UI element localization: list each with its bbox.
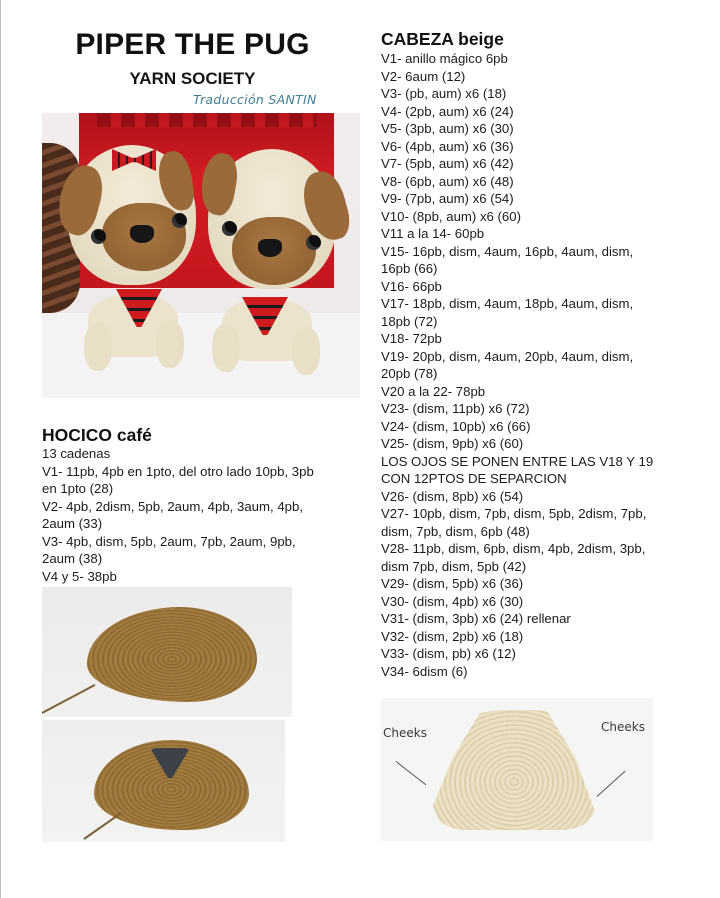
pugs-photo <box>42 113 360 398</box>
instruction-line: V34- 6dism (6) <box>381 663 468 679</box>
head-photo <box>381 698 653 841</box>
instruction-line: V1- anillo mágico 6pb <box>381 51 508 66</box>
instruction-line: V24- (dism, 10pb) x6 (66) <box>381 418 531 434</box>
pattern-subtitle: YARN SOCIETY <box>129 69 256 88</box>
instruction-line: V20 a la 22- 78pb <box>381 383 486 399</box>
hocico-instructions <box>42 445 314 585</box>
instruction-line: dism, 7pb, dism, 6pb (48) <box>381 523 530 539</box>
instruction-line: V19- 20pb, dism, 4aum, 20pb, 4aum, dism, <box>381 348 634 364</box>
instruction-line: 20pb (78) <box>381 366 438 381</box>
instruction-line: V2- 4pb, 2dism, 5pb, 2aum, 4pb, 3aum, 4pb, <box>42 498 303 514</box>
pattern-title: PIPER THE PUG <box>75 28 310 61</box>
instruction-line: V16- 66pb <box>381 278 442 294</box>
cabeza-heading: CABEZA beige <box>381 29 504 49</box>
instruction-line: 16pb (66) <box>381 261 438 276</box>
instruction-line: V30- (dism, 4pb) x6 (30) <box>381 593 524 609</box>
instruction-line: V17- 18pb, dism, 4aum, 18pb, 4aum, dism, <box>381 296 634 311</box>
cheeks-label-left: Cheeks <box>383 726 427 740</box>
page-edge <box>0 0 1 898</box>
instruction-line: V23- (dism, 11pb) x6 (72) <box>381 401 530 416</box>
instruction-line: V8- (6pb, aum) x6 (48) <box>381 173 514 189</box>
box-lettering <box>97 113 317 127</box>
instruction-line: V32- (dism, 2pb) x6 (18) <box>381 628 524 644</box>
snout-photo-top <box>42 587 292 717</box>
eyes-note-line: CON 12PTOS DE SEPARCION <box>381 471 567 486</box>
instruction-line: 18pb (72) <box>381 313 438 329</box>
arrow-left-icon <box>396 761 427 785</box>
instruction-line: 2aum (38) <box>42 551 103 566</box>
instruction-line: V31- (dism, 3pb) x6 (24) rellenar <box>381 611 571 626</box>
instruction-line: V7- (5pb, aum) x6 (42) <box>381 156 514 171</box>
snout-photo-bottom <box>42 720 285 842</box>
instruction-line: V9- (7pb, aum) x6 (54) <box>381 191 514 206</box>
cabeza-instructions <box>381 50 653 680</box>
instruction-line: V26- (dism, 8pb) x6 (54) <box>381 488 524 504</box>
instruction-line: V10- (8pb, aum) x6 (60) <box>381 208 521 224</box>
crochet-head-piece <box>433 710 595 830</box>
instruction-line: dism 7pb, dism, 5pb (42) <box>381 558 527 574</box>
instruction-line: 2aum (33) <box>42 516 103 531</box>
cheeks-label-right: Cheeks <box>601 720 645 734</box>
instruction-line: V1- 11pb, 4pb en 1pto, del otro lado 10pb, 3pb <box>42 463 314 479</box>
instruction-line: V25- (dism, 9pb) x6 (60) <box>381 436 524 451</box>
instruction-line: V18- 72pb <box>381 331 442 346</box>
eyes-note-line: LOS OJOS SE PONEN ENTRE LAS V18 Y 19 <box>381 453 654 469</box>
instruction-line: en 1pto (28) <box>42 481 114 496</box>
instruction-line: V4 y 5- 38pb <box>42 568 117 584</box>
instruction-line: V3- 4pb, dism, 5pb, 2aum, 7pb, 2aum, 9pb, <box>42 533 296 549</box>
translator-credit: Traducción SANTIN <box>193 92 317 107</box>
instruction-line: V3- (pb, aum) x6 (18) <box>381 86 507 101</box>
instruction-line: V28- 11pb, dism, 6pb, dism, 4pb, 2dism, 3pb, <box>381 541 646 556</box>
instruction-line: V27- 10pb, dism, 7pb, dism, 5pb, 2dism, 7pb, <box>381 506 647 521</box>
instruction-line: V15- 16pb, dism, 4aum, 16pb, 4aum, dism, <box>381 243 634 259</box>
instruction-line: V2- 6aum (12) <box>381 68 466 84</box>
arrow-right-icon <box>597 771 626 797</box>
instruction-line: 13 cadenas <box>42 446 111 461</box>
instruction-line: V4- (2pb, aum) x6 (24) <box>381 103 514 119</box>
instruction-line: V29- (dism, 5pb) x6 (36) <box>381 576 524 591</box>
instruction-line: V33- (dism, pb) x6 (12) <box>381 646 516 661</box>
hocico-heading: HOCICO café <box>42 425 152 445</box>
instruction-line: V11 a la 14- 60pb <box>381 226 485 241</box>
instruction-line: V5- (3pb, aum) x6 (30) <box>381 121 514 136</box>
instruction-line: V6- (4pb, aum) x6 (36) <box>381 138 514 154</box>
